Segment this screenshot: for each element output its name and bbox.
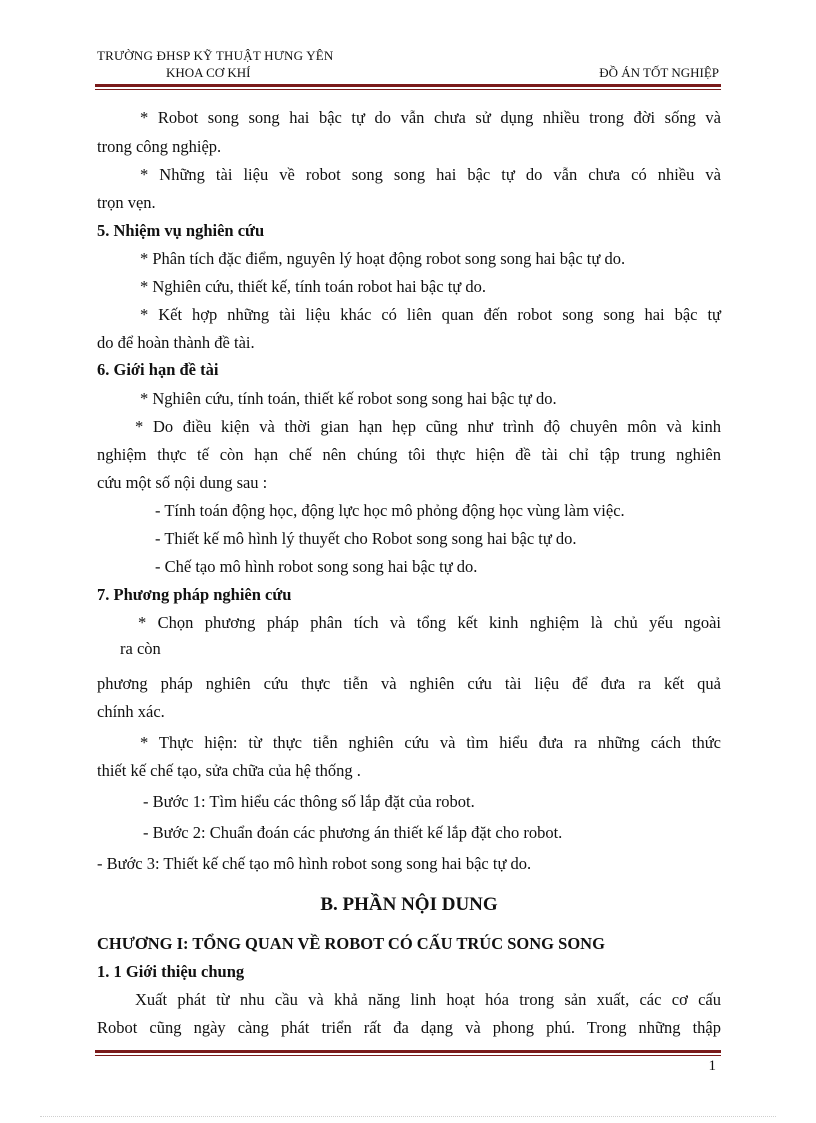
text-line: trong công nghiệp. [97,137,222,156]
text-line: phương pháp nghiên cứu thực tiễn và nghiên cứu tài liệu để đưa ra kết quả [97,674,721,693]
text-line: * Thực hiện: từ thực tiễn nghiên cứu và tìm hiểu đưa ra những cách thức [140,733,721,752]
list-item: - Tính toán động học, động lực học mô phỏng động học vùng làm việc. [155,501,625,520]
text-line: * Do điều kiện và thời gian hạn hẹp cũng như trình độ chuyên môn và kinh [135,417,721,436]
text-line: * Kết hợp những tài liệu khác có liên quan đến robot song song hai bậc tự [140,305,721,324]
list-item: - Bước 1: Tìm hiểu các thông số lắp đặt của robot. [143,792,475,811]
text-line: * Robot song song hai bậc tự do vẫn chưa sử dụng nhiều trong đời sống và [140,108,721,127]
text-line: trọn vẹn. [97,193,156,212]
list-item: - Bước 3: Thiết kế chế tạo mô hình robot song song hai bậc tự do. [97,854,532,873]
heading-methods: 7. Phương pháp nghiên cứu [97,585,292,604]
text-line: cứu một số nội dung sau : [97,473,268,492]
page-number: 1 [708,1058,716,1074]
text-line: Xuất phát từ nhu cầu và khả năng linh hoạt hóa trong sản xuất, các cơ cấu [135,990,721,1009]
text-line: do để hoàn thành đề tài. [97,333,255,352]
text-line: * Những tài liệu về robot song song hai bậc tự do vẫn chưa có nhiều và [140,165,721,184]
heading-scope: 6. Giới hạn đề tài [97,360,219,379]
text-line: ra còn [120,639,161,658]
page-bottom-dotted-line [40,1116,776,1117]
section-title: 1. 1 Giới thiệu chung [97,962,245,981]
header-school: TRƯỜNG ĐHSP KỸ THUẬT HƯNG YÊN [97,48,334,63]
heading-research-tasks: 5. Nhiệm vụ nghiên cứu [97,221,265,240]
text-line: * Nghiên cứu, thiết kế, tính toán robot hai bậc tự do. [140,277,486,296]
chapter-title: CHƯƠNG I: TỔNG QUAN VỀ ROBOT CÓ CẤU TRÚC SONG SONG [97,934,605,953]
text-line: * Nghiên cứu, tính toán, thiết kế robot song song hai bậc tự do. [140,389,557,408]
part-title: B. PHẦN NỘI DUNG [320,894,498,915]
footer-rule-thick [95,1050,721,1053]
text-line: * Phân tích đặc điểm, nguyên lý hoạt động robot song song hai bậc tự do. [140,249,626,268]
text-line: chính xác. [97,702,165,721]
text-line: nghiệm thực tế còn hạn chế nên chúng tôi thực hiện đề tài chỉ tập trung nghiên [97,445,721,464]
text-line: * Chọn phương pháp phân tích và tổng kết kinh nghiệm là chủ yếu ngoài [138,613,721,632]
list-item: - Chế tạo mô hình robot song song hai bậc tự do. [155,557,478,576]
footer-rule-thin [95,1055,721,1056]
header-rule-thick [95,84,721,87]
text-line: Robot cũng ngày càng phát triển rất đa dạng và phong phú. Trong những thập [97,1018,721,1037]
text-line: thiết kế chế tạo, sửa chữa của hệ thống . [97,761,361,780]
header-faculty: KHOA CƠ KHÍ [166,65,251,80]
header-rule-thin [95,89,721,90]
list-item: - Thiết kế mô hình lý thuyết cho Robot song song hai bậc tự do. [155,529,577,548]
list-item: - Bước 2: Chuẩn đoán các phương án thiết kế lắp đặt cho robot. [143,823,563,842]
header-doc-type: ĐỒ ÁN TỐT NGHIỆP [599,65,719,80]
